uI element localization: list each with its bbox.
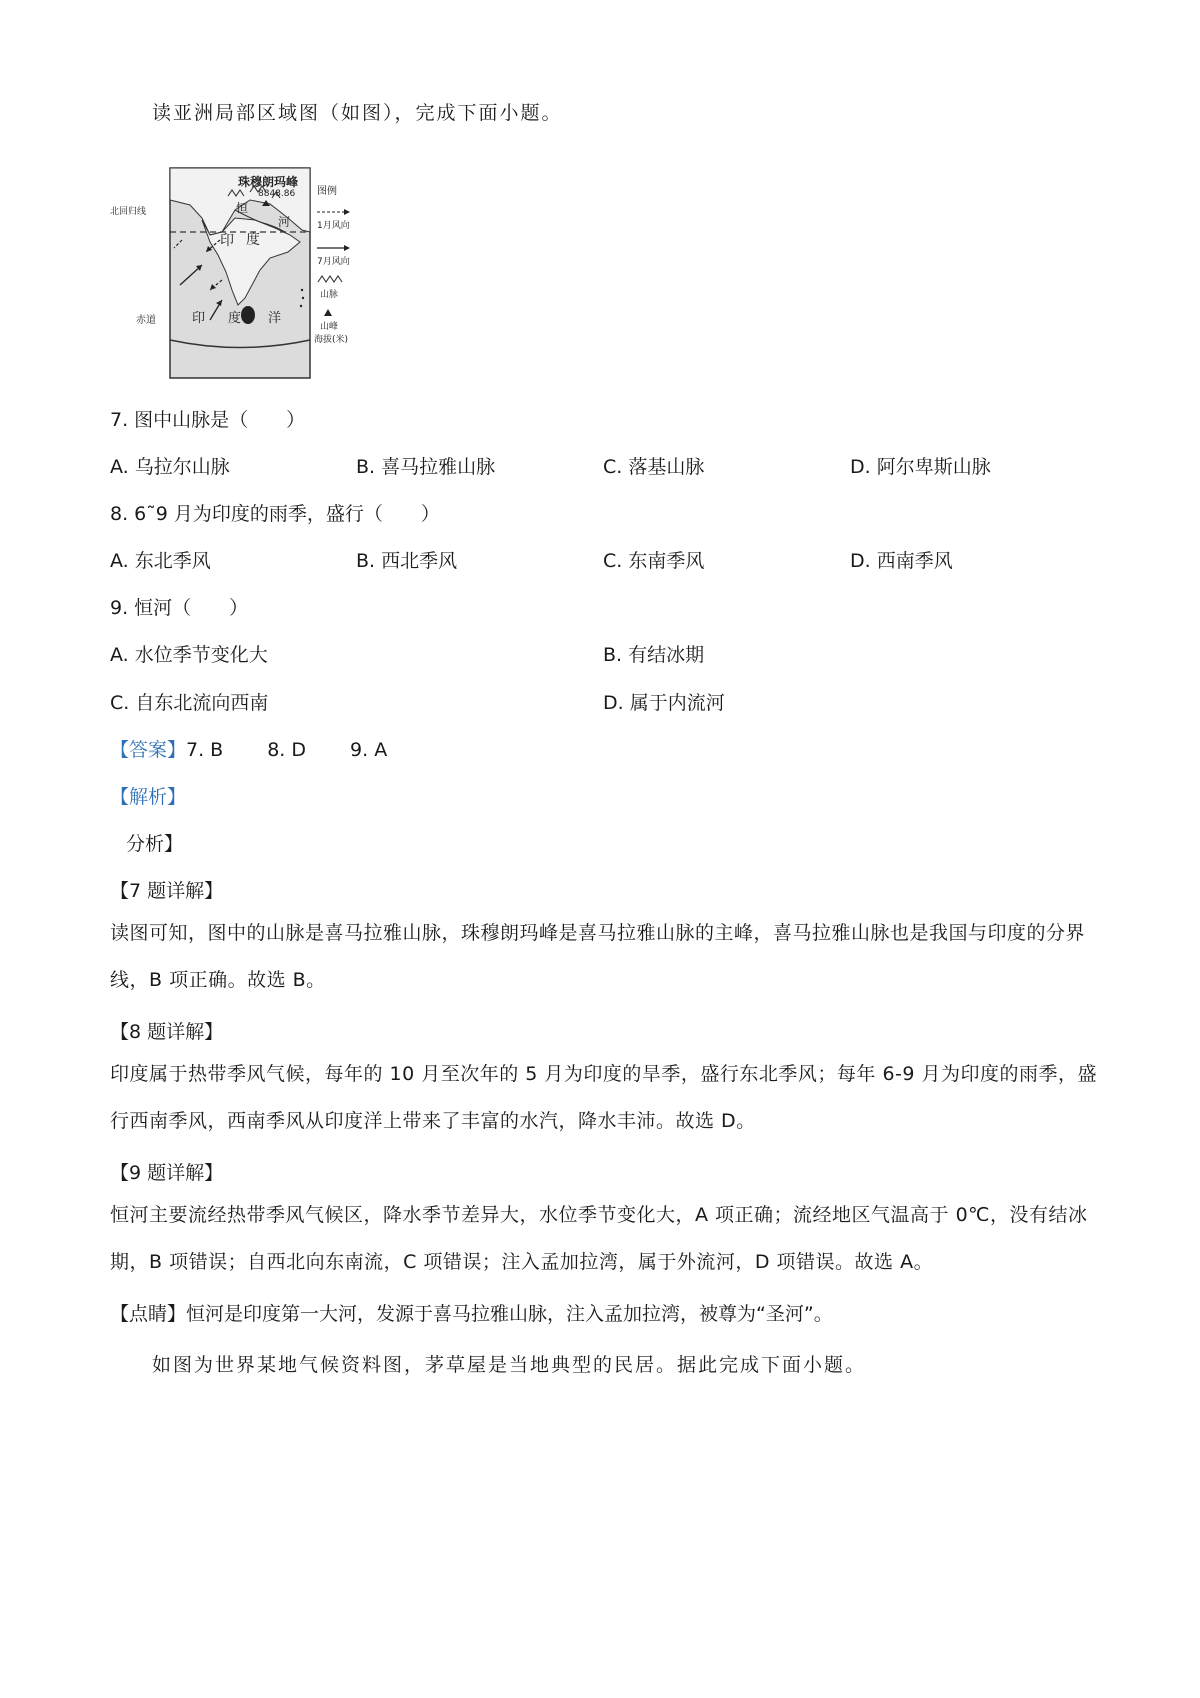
analysis-subheading: 分析】 — [126, 833, 184, 855]
ocean-char-3: 洋 — [268, 311, 282, 326]
question-9-option-a: A. 水位季节变化大 — [110, 644, 268, 666]
question-9-stem: 9. 恒河（ ） — [110, 597, 249, 619]
tropic-label: 北回归线 — [110, 207, 147, 217]
peak-name-label: 珠穆朗玛峰 — [238, 175, 299, 189]
question-7-option-a: A. 乌拉尔山脉 — [110, 456, 230, 478]
detail-7-heading: 【7 题详解】 — [110, 880, 224, 902]
tip-line — [110, 1299, 833, 1326]
legend-jul-label: 7月风向 — [317, 257, 350, 267]
answer-label: 【答案】 — [110, 739, 187, 761]
intro-text-2: 如图为世界某地气候资料图，茅草屋是当地典型的民居。据此完成下面小题。 — [152, 1354, 867, 1376]
question-9-option-b: B. 有结冰期 — [603, 644, 705, 666]
legend-title: 图例 — [317, 186, 337, 197]
asia-region-map — [110, 160, 400, 385]
question-7-stem: 7. 图中山脉是（ ） — [110, 409, 306, 431]
question-8-stem: 8. 6˜9 月为印度的雨季，盛行（ ） — [110, 503, 440, 525]
legend-peak-label-1: 山峰 — [320, 322, 339, 332]
question-8-option-b: B. 西北季风 — [356, 550, 458, 572]
answer-item: 9. A — [350, 739, 388, 761]
question-7-option-d: D. 阿尔卑斯山脉 — [850, 456, 991, 478]
detail-9-heading: 【9 题详解】 — [110, 1162, 224, 1184]
question-7-option-b: B. 喜马拉雅山脉 — [356, 456, 496, 478]
sri-lanka — [241, 306, 255, 324]
detail-9-text: 恒河主要流经热带季风气候区，降水季节差异大，水位季节变化大，A 项正确；流经地区气温高于 0℃，没有结冰期，B 项错误；自西北向东南流，C 项错误；注入孟加拉湾，属于外流河，D 项错误。故选 A。 — [110, 1204, 1088, 1273]
peak-height-label: 8848.86 — [258, 189, 296, 199]
country-char-1: 印 — [220, 233, 234, 249]
tip-label: 【点睛】 — [110, 1303, 187, 1325]
question-8-option-a: A. 东北季风 — [110, 550, 211, 572]
answer-item: 8. D — [267, 739, 307, 761]
country-char-2: 度 — [246, 232, 260, 248]
question-9-option-d: D. 属于内流河 — [603, 692, 725, 714]
question-8-option-c: C. 东南季风 — [603, 550, 705, 572]
legend-mountain-label: 山脉 — [320, 290, 339, 300]
question-9-option-c: C. 自东北流向西南 — [110, 692, 269, 714]
detail-8-text: 印度属于热带季风气候，每年的 10 月至次年的 5 月为印度的旱季，盛行东北季风；每年 6-9 月为印度的雨季，盛行西南季风，西南季风从印度洋上带来了丰富的水汽，降水丰沛。故选 D。 — [110, 1063, 1098, 1132]
legend-peak-icon — [324, 309, 332, 316]
detail-7-text: 读图可知，图中的山脉是喜马拉雅山脉，珠穆朗玛峰是喜马拉雅山脉的主峰，喜马拉雅山脉也是我国与印度的分界线，B 项正确。故选 B。 — [110, 922, 1086, 991]
analysis-label: 【解析】 — [110, 786, 187, 808]
answer-line — [110, 735, 387, 762]
intro-text: 读亚洲局部区域图（如图），完成下面小题。 — [152, 102, 563, 124]
equator-label: 赤道 — [136, 315, 156, 326]
river-char-2: 河 — [278, 215, 291, 229]
question-7-option-c: C. 落基山脉 — [603, 456, 705, 478]
ocean-char-1: 印 — [192, 311, 206, 326]
tip-text: 恒河是印度第一大河，发源于喜马拉雅山脉，注入孟加拉湾，被尊为“圣河”。 — [186, 1303, 833, 1325]
detail-8-heading: 【8 题详解】 — [110, 1021, 224, 1043]
river-char-1: 恒 — [236, 201, 249, 215]
legend-jan-label: 1月风向 — [317, 221, 350, 231]
ocean-char-2: 度 — [228, 311, 242, 326]
question-8-option-d: D. 西南季风 — [850, 550, 953, 572]
legend-peak-label-2: 海拔(米) — [314, 335, 349, 345]
legend-mountain-icon — [318, 276, 342, 282]
answer-item: 7. B — [186, 739, 224, 761]
